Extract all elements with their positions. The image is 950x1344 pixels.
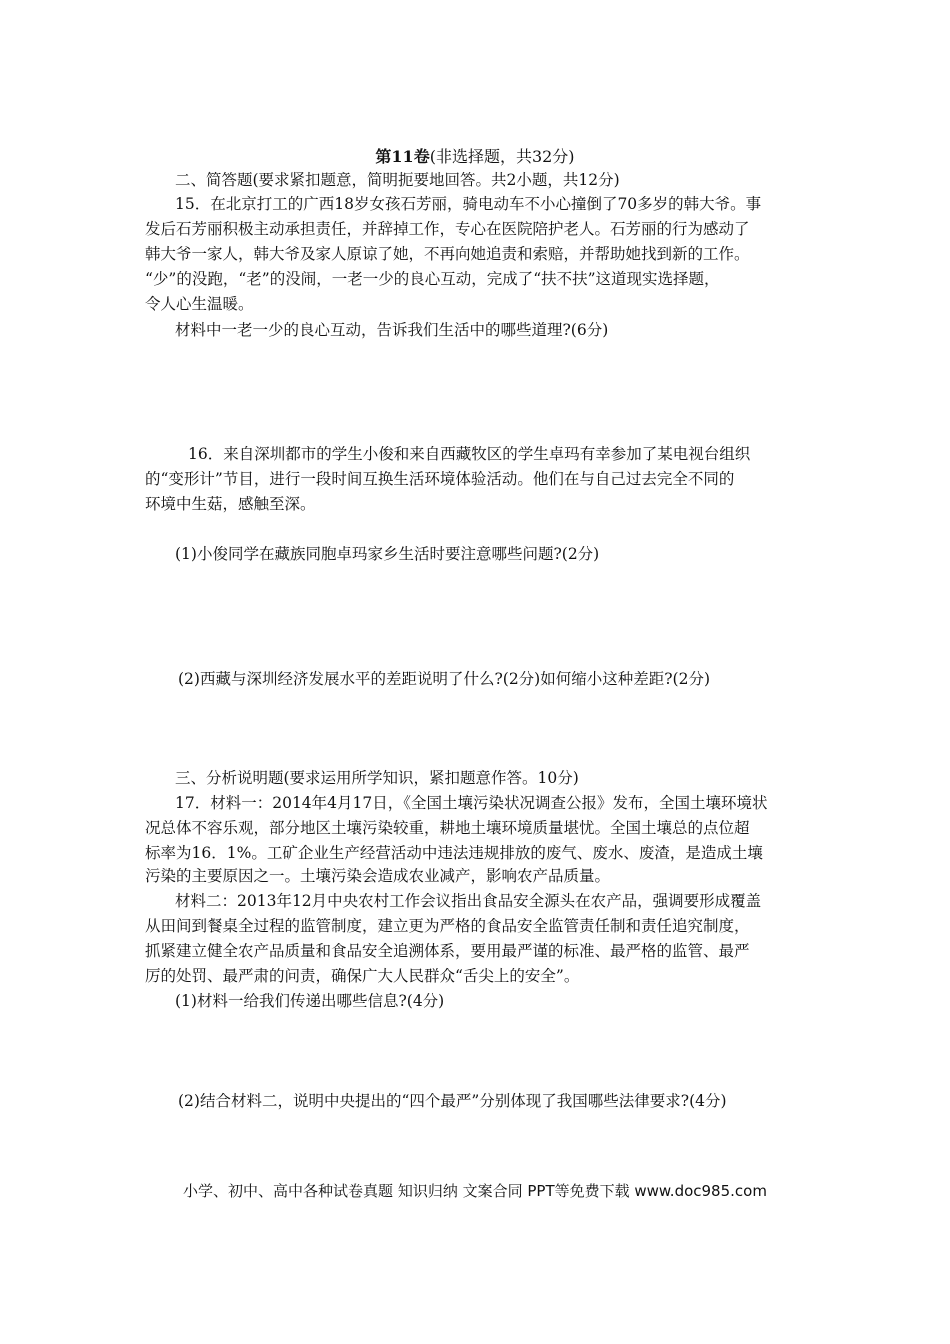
title-rest: (非选择题，共32分) bbox=[429, 147, 575, 166]
q16-line-1: 16．来自深圳都市的学生小俊和来自西藏牧区的学生卓玛有幸参加了某电视台组织 bbox=[188, 445, 751, 463]
page-title bbox=[0, 145, 950, 169]
q17-material2-line-4: 厉的处罚、最严肃的问责，确保广大人民群众“舌尖上的安全”。 bbox=[145, 967, 580, 985]
page-footer: 小学、初中、高中各种试卷真题 知识归纳 文案合同 PPT等免费下载 www.doc985.com bbox=[183, 1182, 767, 1200]
q17-material2-line-2: 从田间到餐桌全过程的监管制度，建立更为严格的食品安全监管责任制和责任追究制度， bbox=[145, 917, 750, 935]
q16-line-2: 的“变形计”节目，进行一段时间互换生活环境体验活动。他们在与自己过去完全不同的 bbox=[145, 470, 735, 488]
q15-line-1: 15．在北京打工的广西18岁女孩石芳丽，骑电动车不小心撞倒了70多岁的韩大爷。事 bbox=[175, 195, 762, 213]
q17-material1-line-3: 标率为16．1%。工矿企业生产经营活动中违法违规排放的废气、废水、废渣，是造成土壤 bbox=[145, 844, 763, 862]
q15-line-4: “少”的没跑，“老”的没闹，一老一少的良心互动，完成了“扶不扶”这道现实选择题， bbox=[145, 270, 720, 288]
q15-line-5: 令人心生温暖。 bbox=[145, 295, 254, 313]
q17-material1-line-4: 污染的主要原因之一。土壤污染会造成农业减产，影响农产品质量。 bbox=[145, 867, 611, 885]
q17-material2-line-1: 材料二：2013年12月中央农村工作会议指出食品安全源头在农产品，强调要形成覆盖 bbox=[175, 892, 762, 910]
q17-sub-1: (1)材料一给我们传递出哪些信息?(4分) bbox=[175, 992, 445, 1010]
q15-line-3: 韩大爷一家人，韩大爷及家人原谅了她，不再向她追责和索赔，并帮助她找到新的工作。 bbox=[145, 245, 750, 263]
section2-heading: 二、简答题(要求紧扣题意，简明扼要地回答。共2小题，共12分) bbox=[175, 171, 620, 189]
q15-question: 材料中一老一少的良心互动，告诉我们生活中的哪些道理?(6分) bbox=[175, 321, 609, 339]
q16-sub-2: (2)西藏与深圳经济发展水平的差距说明了什么?(2分)如何缩小这种差距?(2分) bbox=[178, 670, 710, 688]
section3-heading: 三、分析说明题(要求运用所学知识，紧扣题意作答。10分) bbox=[175, 769, 579, 787]
q17-material1-line-1: 17．材料一：2014年4月17日，《全国土壤污染状况调查公报》发布，全国土壤环境状 bbox=[175, 794, 768, 812]
q17-sub-2: (2)结合材料二，说明中央提出的“四个最严”分别体现了我国哪些法律要求?(4分) bbox=[178, 1092, 727, 1110]
q16-line-3: 环境中生菇，感触至深。 bbox=[145, 495, 316, 513]
q15-line-2: 发后石芳丽积极主动承担责任，并辞掉工作，专心在医院陪护老人。石芳丽的行为感动了 bbox=[145, 220, 750, 238]
q17-material1-line-2: 况总体不容乐观，部分地区土壤污染较重，耕地土壤环境质量堪忧。全国土壤总的点位超 bbox=[145, 819, 750, 837]
title-bold: 第11卷 bbox=[375, 147, 430, 166]
q17-material2-line-3: 抓紧建立健全农产品质量和食品安全追溯体系，要用最严谨的标准、最严格的监管、最严 bbox=[145, 942, 750, 960]
q16-sub-1: (1)小俊同学在藏族同胞卓玛家乡生活时要注意哪些问题?(2分) bbox=[175, 545, 600, 563]
